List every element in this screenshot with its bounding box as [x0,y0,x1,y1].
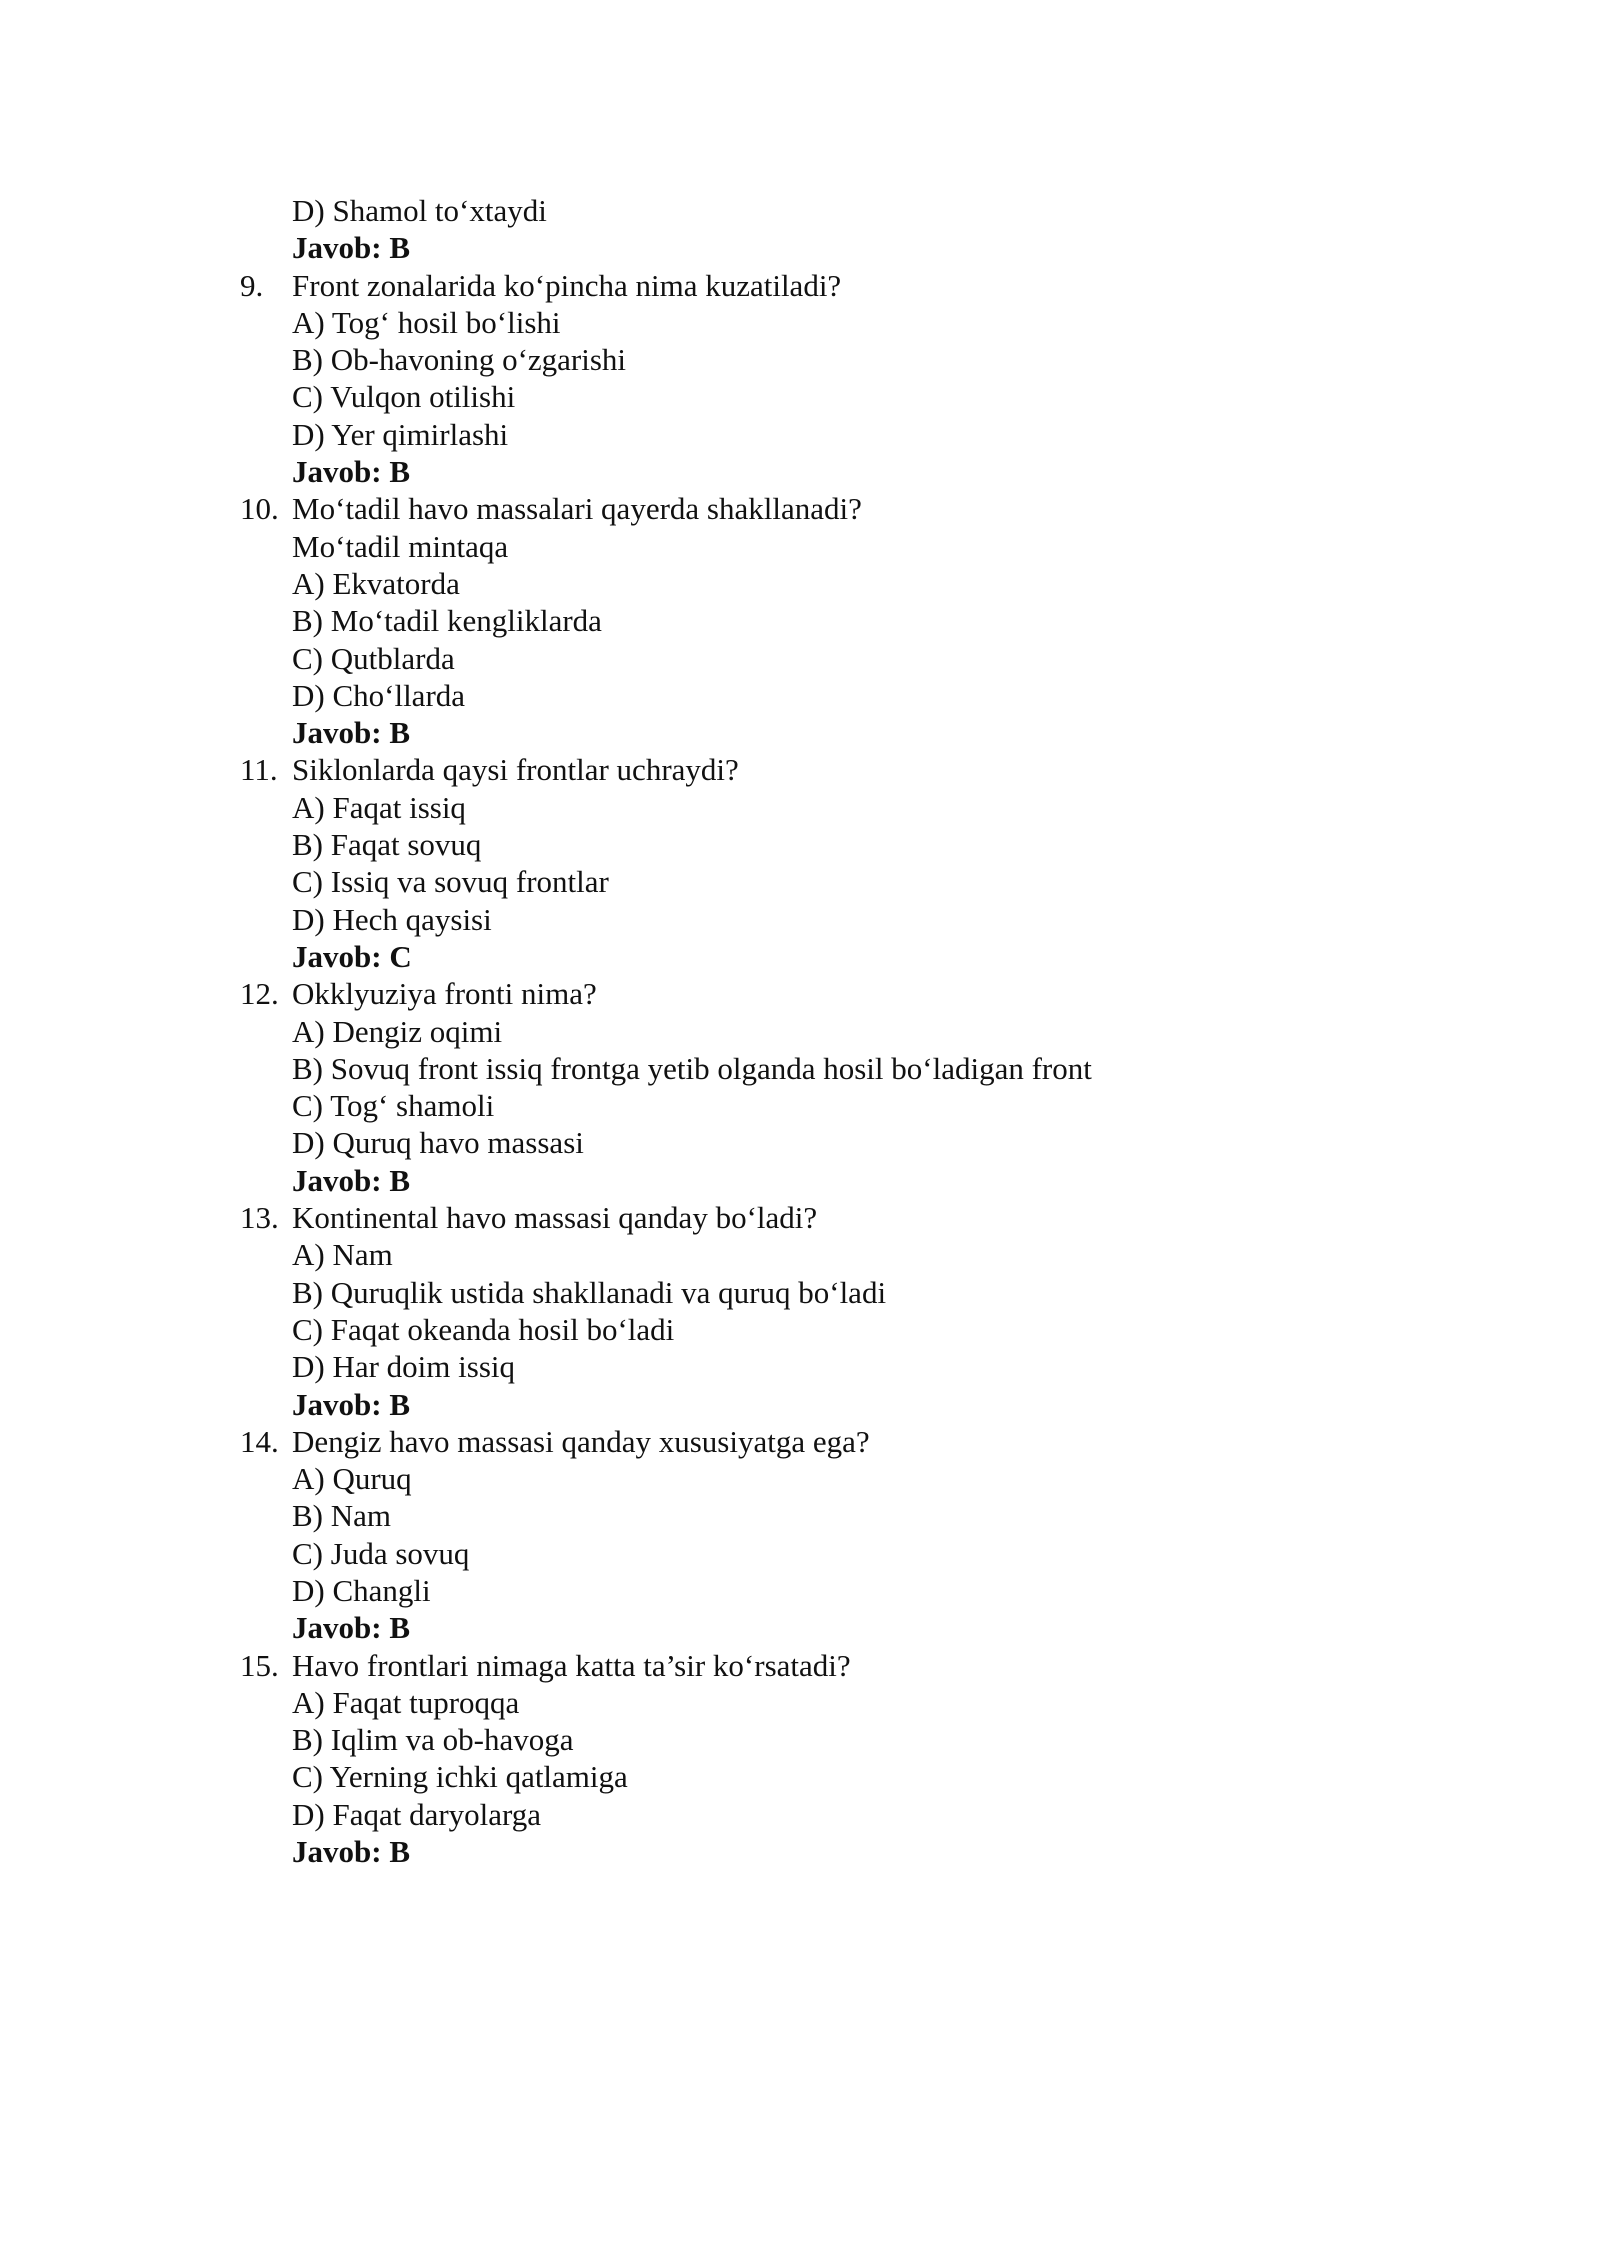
option-item: C) Tog‘ shamoli [292,1088,495,1124]
question-line [240,975,1440,1012]
question-line [240,1199,1440,1236]
option-item: A) Nam [292,1237,393,1273]
option-item: D) Har doim issiq [292,1349,516,1385]
question-line [240,267,1440,304]
option-item: D) Changli [292,1572,431,1608]
question-line [240,751,1440,788]
option-item: B) Iqlim va ob-havoga [292,1722,574,1758]
question-text: Okklyuziya fronti nima? [292,976,597,1012]
question-line [240,1647,1440,1684]
question-number: 11. [240,752,278,788]
question-text: Kontinental havo massasi qanday bo‘ladi? [292,1200,818,1236]
option-item: A) Faqat tuproqqa [292,1684,520,1720]
question-line [240,1423,1440,1460]
question-number: 14. [240,1423,279,1459]
option-item: A) Ekvatorda [292,565,460,601]
option-item: C) Issiq va sovuq frontlar [292,864,609,900]
answer-key: Javob: B [292,1610,410,1646]
question-text: Siklonlarda qaysi frontlar uchraydi? [292,752,739,788]
question-block [240,1647,1440,1871]
question-text: Mo‘tadil havo massalari qayerda shakllanadi? [292,491,862,527]
option-item: C) Juda sovuq [292,1535,470,1571]
answer-key: Javob: B [292,715,410,751]
question-block [240,751,1440,975]
option-item: C) Qutblarda [292,640,455,676]
answer-key: Javob: B [292,1834,410,1870]
question-list [240,192,1440,1870]
option-item: D) Hech qaysisi [292,901,492,937]
option-item: A) Tog‘ hosil bo‘lishi [292,304,561,340]
question-note: Mo‘tadil mintaqa [292,528,509,564]
option-item: C) Vulqon otilishi [292,379,516,415]
question-block [240,490,1440,751]
question-text: Dengiz havo massasi qanday xususiyatga ega? [292,1423,870,1459]
question-number: 15. [240,1647,279,1683]
option-item: A) Dengiz oqimi [292,1013,503,1049]
question-number: 9. [240,267,264,303]
question-number: 13. [240,1200,279,1236]
question-number: 12. [240,976,279,1012]
question-block [240,975,1440,1199]
option-item: B) Sovuq front issiq frontga yetib olganda hosil bo‘ladigan front [292,1050,1092,1086]
option-item: B) Nam [292,1498,392,1534]
option-item: B) Quruqlik ustida shakllanadi va quruq bo‘ladi [292,1274,887,1310]
answer-key: Javob: C [292,938,412,974]
option-item: A) Quruq [292,1461,412,1497]
question-line [240,490,1440,527]
option-item: D) Cho‘llarda [292,677,466,713]
leading-fragment [240,192,1440,267]
question-text: Front zonalarida ko‘pincha nima kuzatiladi? [292,267,842,303]
question-block [240,267,1440,491]
question-number: 10. [240,491,279,527]
option-item: D) Shamol to‘xtaydi [292,193,547,228]
option-item: B) Mo‘tadil kengliklarda [292,603,602,639]
option-item: D) Quruq havo massasi [292,1125,584,1161]
answer-key: Javob: B [292,454,410,490]
answer-key: Javob: B [292,1386,410,1422]
question-block [240,1423,1440,1647]
question-text: Havo frontlari nimaga katta ta’sir ko‘rsatadi? [292,1647,851,1683]
option-item: D) Faqat daryolarga [292,1796,542,1832]
option-item: A) Faqat issiq [292,789,466,825]
question-block [240,1199,1440,1423]
option-item: D) Yer qimirlashi [292,416,509,452]
option-item: B) Ob-havoning o‘zgarishi [292,342,627,378]
option-item: B) Faqat sovuq [292,827,482,863]
answer-key: Javob: B [292,1162,410,1198]
option-item: C) Faqat okeanda hosil bo‘ladi [292,1311,675,1347]
option-item: C) Yerning ichki qatlamiga [292,1759,628,1795]
answer-key: Javob: B [292,230,410,266]
